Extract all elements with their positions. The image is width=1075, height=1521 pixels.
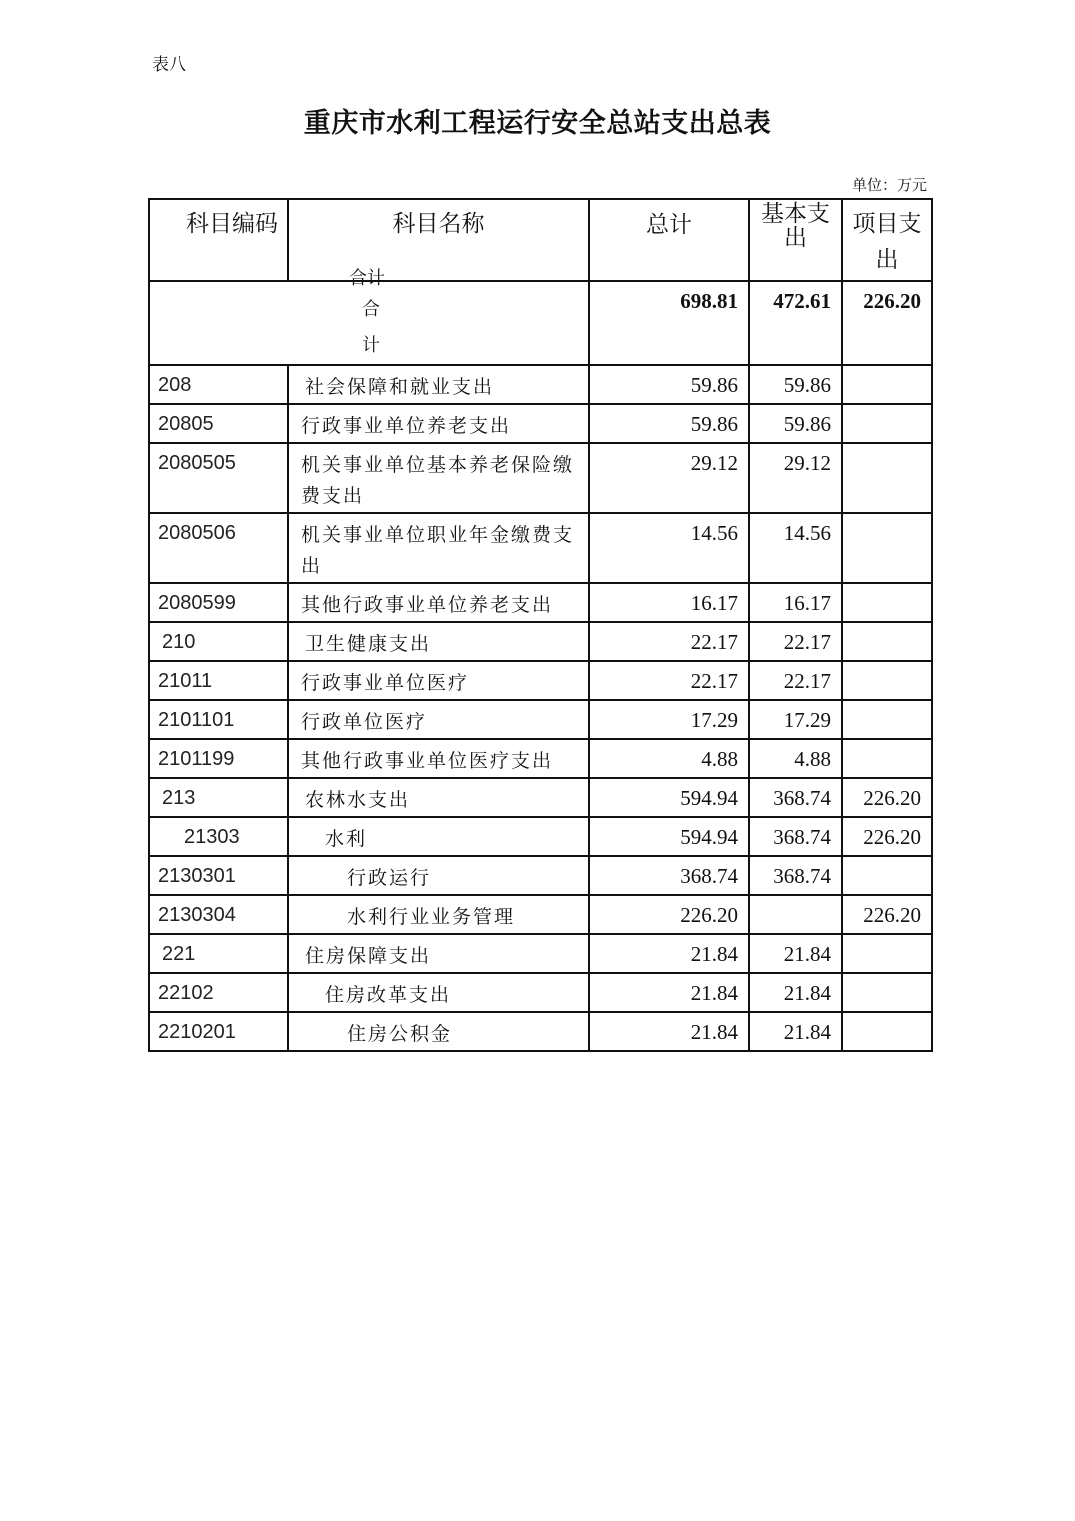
- header-total: 总计: [589, 199, 749, 281]
- row-project: [842, 856, 932, 895]
- row-basic: 4.88: [749, 739, 842, 778]
- row-name: 其他行政事业单位养老支出: [288, 583, 589, 622]
- row-code: 210: [149, 622, 288, 661]
- row-code: 2210201: [149, 1012, 288, 1051]
- row-basic: 368.74: [749, 817, 842, 856]
- row-total: 22.17: [589, 661, 749, 700]
- table-row: [149, 778, 932, 817]
- table-row: [149, 700, 932, 739]
- row-code: 2080505: [149, 443, 288, 513]
- row-total: 368.74: [589, 856, 749, 895]
- total-project: 226.20: [842, 281, 932, 365]
- table-row: [149, 739, 932, 778]
- row-name: 其他行政事业单位医疗支出: [288, 739, 589, 778]
- row-total: 21.84: [589, 973, 749, 1012]
- row-code: 2101199: [149, 739, 288, 778]
- total-label-1: 合: [362, 299, 380, 320]
- row-name: 行政事业单位养老支出: [288, 404, 589, 443]
- row-basic: 14.56: [749, 513, 842, 583]
- table-tag: 表八: [152, 55, 186, 75]
- row-total: 594.94: [589, 778, 749, 817]
- row-project: 226.20: [842, 895, 932, 934]
- row-code: 20805: [149, 404, 288, 443]
- row-project: 226.20: [842, 817, 932, 856]
- row-basic: 368.74: [749, 856, 842, 895]
- row-total: 59.86: [589, 404, 749, 443]
- row-code: 2101101: [149, 700, 288, 739]
- row-name: 水利: [288, 817, 589, 856]
- row-name: 行政运行: [288, 856, 589, 895]
- table-row: [149, 895, 932, 934]
- row-project: [842, 739, 932, 778]
- row-total: 21.84: [589, 1012, 749, 1051]
- row-project: [842, 973, 932, 1012]
- row-project: [842, 661, 932, 700]
- row-project: [842, 622, 932, 661]
- row-total: 226.20: [589, 895, 749, 934]
- row-total: 594.94: [589, 817, 749, 856]
- row-total: 22.17: [589, 622, 749, 661]
- row-basic: 17.29: [749, 700, 842, 739]
- row-basic: 21.84: [749, 973, 842, 1012]
- row-code: 2130304: [149, 895, 288, 934]
- table-row: [149, 513, 932, 583]
- row-basic: 21.84: [749, 934, 842, 973]
- row-code: 2130301: [149, 856, 288, 895]
- row-project: [842, 700, 932, 739]
- row-total: 4.88: [589, 739, 749, 778]
- table-row: [149, 934, 932, 973]
- row-name: 水利行业业务管理: [288, 895, 589, 934]
- row-total: 21.84: [589, 934, 749, 973]
- row-project: [842, 934, 932, 973]
- row-name: 住房改革支出: [288, 973, 589, 1012]
- row-total: 29.12: [589, 443, 749, 513]
- table-row: [149, 1012, 932, 1051]
- header-project: 项目支出: [842, 199, 932, 281]
- row-name: 机关事业单位基本养老保险缴费支出: [288, 443, 589, 513]
- row-project: [842, 513, 932, 583]
- row-name: 行政事业单位医疗: [288, 661, 589, 700]
- row-name: 住房公积金: [288, 1012, 589, 1051]
- row-basic: 59.86: [749, 365, 842, 404]
- row-basic: 59.86: [749, 404, 842, 443]
- row-code: 21303: [149, 817, 288, 856]
- header-ghost-total: 合计: [349, 268, 385, 289]
- header-name-label: 科目名称: [392, 211, 485, 237]
- table-row: [149, 583, 932, 622]
- row-total: 17.29: [589, 700, 749, 739]
- table-row: [149, 973, 932, 1012]
- row-project: [842, 443, 932, 513]
- row-name: 社会保障和就业支出: [288, 365, 589, 404]
- row-basic: 21.84: [749, 1012, 842, 1051]
- page-title: 重庆市水利工程运行安全总站支出总表: [303, 108, 772, 139]
- row-total: 14.56: [589, 513, 749, 583]
- row-basic: 368.74: [749, 778, 842, 817]
- row-code: 221: [149, 934, 288, 973]
- table-row: [149, 404, 932, 443]
- row-name: 行政单位医疗: [288, 700, 589, 739]
- total-total: 698.81: [589, 281, 749, 365]
- table-row: [149, 365, 932, 404]
- row-basic: 22.17: [749, 661, 842, 700]
- row-basic: [749, 895, 842, 934]
- table-row: [149, 856, 932, 895]
- unit-label: 单位：万元: [851, 176, 927, 194]
- header-code: 科目编码: [149, 199, 288, 281]
- row-project: [842, 365, 932, 404]
- row-basic: 29.12: [749, 443, 842, 513]
- header-name: [288, 199, 589, 289]
- row-code: 208: [149, 365, 288, 404]
- header-basic: 基本支出: [749, 199, 842, 281]
- table-row: [149, 661, 932, 700]
- row-name: 卫生健康支出: [288, 622, 589, 661]
- row-name: 机关事业单位职业年金缴费支出: [288, 513, 589, 583]
- row-total: 59.86: [589, 365, 749, 404]
- row-project: [842, 583, 932, 622]
- total-row: [149, 281, 932, 365]
- row-project: [842, 404, 932, 443]
- row-project: [842, 1012, 932, 1051]
- row-code: 2080599: [149, 583, 288, 622]
- row-name: 农林水支出: [288, 778, 589, 817]
- expenditure-table: [148, 198, 933, 1052]
- row-basic: 22.17: [749, 622, 842, 661]
- row-total: 16.17: [589, 583, 749, 622]
- row-name: 住房保障支出: [288, 934, 589, 973]
- table-row: [149, 817, 932, 856]
- row-code: 2080506: [149, 513, 288, 583]
- row-code: 22102: [149, 973, 288, 1012]
- row-code: 213: [149, 778, 288, 817]
- row-basic: 16.17: [749, 583, 842, 622]
- total-basic: 472.61: [749, 281, 842, 365]
- row-project: 226.20: [842, 778, 932, 817]
- table-row: [149, 443, 932, 513]
- table-row: [149, 622, 932, 661]
- total-label-2: 计: [362, 335, 380, 356]
- row-code: 21011: [149, 661, 288, 700]
